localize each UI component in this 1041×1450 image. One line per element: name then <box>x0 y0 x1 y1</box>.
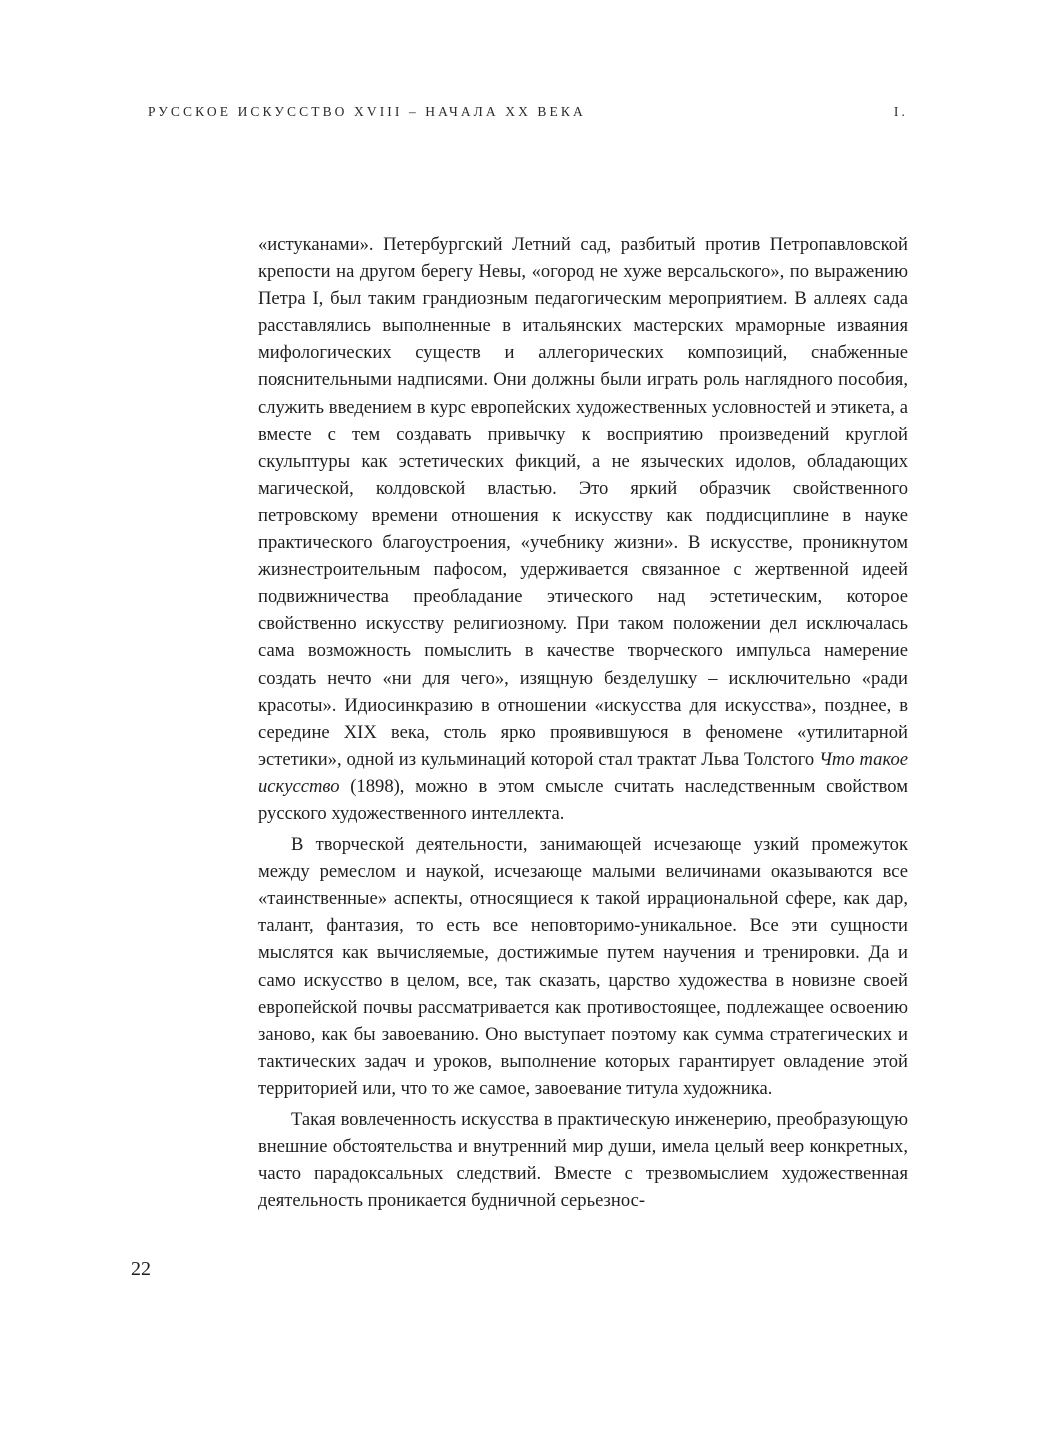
paragraph-text: В творческой деятельности, занимающей исчезающе узкий промежуток между ремеслом и наукой, исчезающе малыми величинами оказываются все «таинственные» аспекты, относящиеся к такой иррациональной сфере, как дар, талант, фантазия, то есть все неповторимо-уникальное. Все эти сущности мыслятся как вычисляемые, достижимые путем научения и тренировки. Да и само искусство в целом, все, так сказать, царство художества в новизне своей европейской почвы рассматривается как противостоящее, подлежащее освоению заново, как бы завоеванию. Оно выступает поэтому как сумма стратегических и тактических задач и уроков, выполнение которых гарантирует овладение этой территорией или, что то же самое, завоевание титула художника. <box>258 834 908 1099</box>
paragraph-text: Такая вовлеченность искусства в практическую инженерию, преобразующую внешние обстоятельства и внутренний мир души, имела целый веер конкретных, часто парадоксальных следствий. Вместе с трезвомыслием художественная деятельность проникается будничной серьезнос- <box>258 1109 908 1212</box>
paragraph <box>258 231 908 827</box>
book-title: Что такое искусство <box>258 748 908 797</box>
running-head-title: РУССКОЕ ИСКУССТВО XVIII – НАЧАЛА XX ВЕКА <box>148 104 586 119</box>
running-head <box>148 104 908 128</box>
body-text <box>258 231 908 1214</box>
paragraph <box>258 1106 908 1214</box>
paragraph-text: «истуканами». Петербургский Летний сад, разбитый против Петропавловской крепости на другом берегу Невы, «огород не хуже версальского», по выражению Петра I, был таким грандиозным педагогическим мероприятием. В аллеях сада расставлялись выполненные в итальянских мастерских мраморные изваяния мифологических существ и аллегорических композиций, снабженные пояснительными надписями. Они должны были играть роль наглядного пособия, служить введением в курс европейских художественных условностей и этикета, а вместе с тем создавать привычку к восприятию произведений круглой скульптуры как эстетических фикций, а не языческих идолов, обладающих магической, колдовской властью. Это яркий образчик свойственного петровскому времени отношения к искусству как поддисциплине в науке практического благоустроения, «учебнику жизни». В искусстве, проникнутом жизнестроительным пафосом, удерживается связанное с жертвенной идеей подвижничества преобладание этического над эстетическим, которое свойственно искусству религиозному. При таком положении дел исключалась сама возможность помыслить в качестве творческого импульса намерение создать нечто «ни для чего», изящную безделушку – исключительно «ради красоты». Идиосинкразию в отношении «искусства для искусства», позднее, в середине XIX века, столь ярко проявившуюся в феномене «утилитарной эстетики», одной из кульминаций которой стал трактат Льва Толстого <box>258 234 908 770</box>
running-head-section: I. <box>893 104 908 119</box>
page-number: 22 <box>131 1258 151 1280</box>
paragraph <box>258 831 908 1102</box>
paragraph-text-continued: (1898), можно в этом смысле считать наследственным свойством русского художественного интеллекта. <box>258 775 908 824</box>
